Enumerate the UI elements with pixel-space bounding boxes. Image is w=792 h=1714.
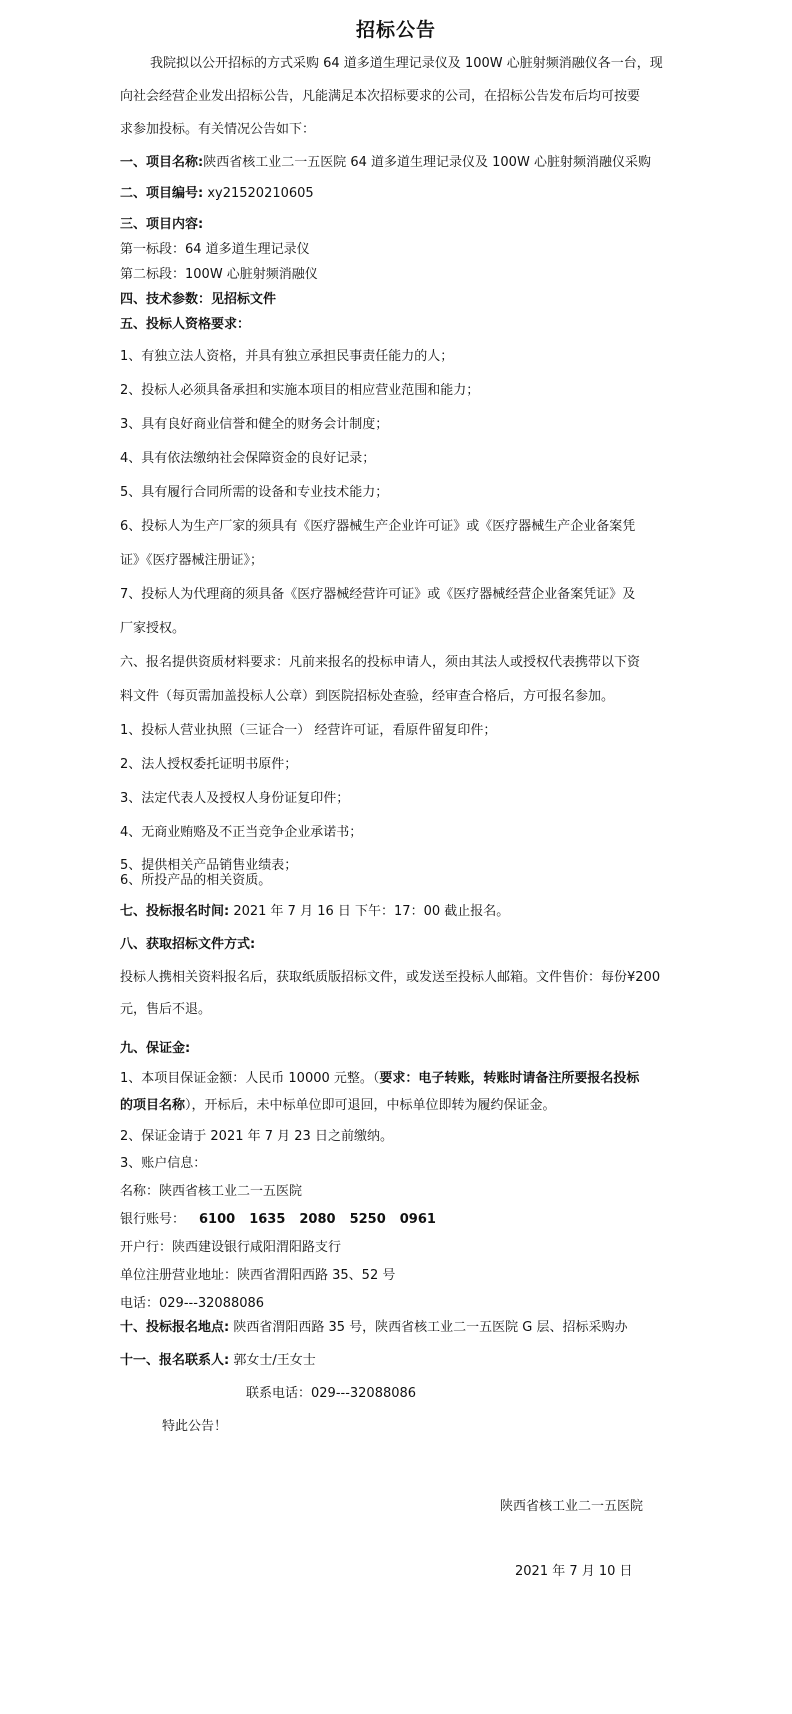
deposit-line xyxy=(120,1097,556,1115)
project-name: 陕西省核工业二一五医院 64 道多道生理记录仪及 100W 心脏射频消融仪采购 xyxy=(203,155,651,170)
section-project-name xyxy=(120,154,651,172)
lot-item: 第二标段：100W 心脏射频消融仪 xyxy=(120,267,318,282)
obtain-docs-text: 投标人携相关资料报名后，获取纸质版招标文件，或发送至投标人邮箱。文件售价：每份¥200 xyxy=(120,970,661,985)
bank-account xyxy=(120,1211,436,1229)
lot-item: 第一标段：64 道多道生理记录仪 xyxy=(120,242,310,257)
page-title: 招标公告 xyxy=(355,19,436,41)
requirement-item: 3、具有良好商业信誉和健全的财务会计制度； xyxy=(120,417,389,432)
material-item: 4、无商业贿赂及不正当竞争企业承诺书； xyxy=(120,825,363,840)
phone: 电话：029---32088086 xyxy=(120,1296,265,1311)
requirement-item: 1、有独立法人资格，并具有独立承担民事责任能力的人； xyxy=(120,349,454,364)
section-label: 一、项目名称: xyxy=(120,155,204,170)
section-label: 四、技术参数：见招标文件 xyxy=(120,292,277,307)
account-digits: 6100 xyxy=(199,1212,236,1227)
section-project-number xyxy=(120,185,314,203)
account-digits: 0961 xyxy=(399,1212,436,1227)
section-label: 三、项目内容: xyxy=(120,217,204,232)
obtain-docs-text: 元，售后不退。 xyxy=(120,1002,212,1017)
deposit-line xyxy=(120,1070,639,1088)
requirement-item: 2、投标人必须具备承担和实施本项目的相应营业范围和能力； xyxy=(120,383,480,398)
account-digits: 1635 xyxy=(249,1212,286,1227)
closing-text: 特此公告！ xyxy=(162,1419,228,1434)
requirement-item: 厂家授权。 xyxy=(120,621,186,636)
section-label: 五、投标人资格要求： xyxy=(120,317,251,332)
contact-phone: 联系电话：029---32088086 xyxy=(246,1386,417,1401)
material-item: 3、法定代表人及授权人身份证复印件； xyxy=(120,791,350,806)
section-label: 九、保证金: xyxy=(120,1041,191,1056)
section-materials: 六、报名提供资质材料要求：凡前来报名的投标申请人，须由其法人或授权代表携带以下资 xyxy=(120,655,641,670)
requirement-item: 5、具有履行合同所需的设备和专业技术能力； xyxy=(120,485,389,500)
section-registration-time xyxy=(120,903,509,921)
material-item: 2、法人授权委托证明书原件； xyxy=(120,757,298,772)
section-label: 十一、报名联系人: xyxy=(120,1353,230,1368)
bank-name: 开户行：陕西建设银行咸阳渭阳路支行 xyxy=(120,1240,342,1255)
intro-line: 我院拟以公开招标的方式采购 64 道多道生理记录仪及 100W 心脏射频消融仪各一台，现 xyxy=(150,56,663,71)
section-contact xyxy=(120,1352,316,1370)
deposit-emphasis: 的项目名称 xyxy=(120,1098,186,1113)
signature-date: 2021 年 7 月 10 日 xyxy=(515,1564,633,1579)
intro-line: 向社会经营企业发出招标公告，凡能满足本次招标要求的公司，在招标公告发布后均可按要 xyxy=(120,89,641,104)
section-label: 七、投标报名时间: xyxy=(120,904,230,919)
section-materials: 料文件（每页需加盖投标人公章）到医院招标处查验，经审查合格后，方可报名参加。 xyxy=(120,689,615,704)
deposit-text: 1、本项目保证金额：人民币 10000 元整。（ xyxy=(120,1071,380,1086)
account-digits: 5250 xyxy=(349,1212,386,1227)
material-item: 1、投标人营业执照（三证合一） 经营许可证，看原件留复印件； xyxy=(120,723,497,738)
registration-time: 2021 年 7 月 16 日 下午：17：00 截止报名。 xyxy=(229,904,510,919)
requirement-item: 7、投标人为代理商的须具备《医疗器械经营许可证》或《医疗器械经营企业备案凭证》及 xyxy=(120,587,636,602)
intro-line: 求参加投标。有关情况公告如下： xyxy=(120,122,316,137)
business-address: 单位注册营业地址：陕西省渭阳西路 35、52 号 xyxy=(120,1268,396,1283)
material-item: 5、提供相关产品销售业绩表； xyxy=(120,858,298,873)
account-info-label: 3、账户信息： xyxy=(120,1156,207,1171)
signature: 陕西省核工业二一五医院 xyxy=(500,1499,644,1514)
registration-place: 陕西省渭阳西路 35 号，陕西省核工业二一五医院 G 层、招标采购办 xyxy=(229,1320,628,1335)
section-label: 十、投标报名地点: xyxy=(120,1320,230,1335)
material-item: 6、所投产品的相关资质。 xyxy=(120,873,272,888)
deposit-emphasis: 要求：电子转账，转账时请备注所要报名投标 xyxy=(379,1071,640,1086)
section-label: 二、项目编号: xyxy=(120,186,204,201)
account-digits: 2080 xyxy=(299,1212,336,1227)
project-number: xy21520210605 xyxy=(203,186,314,201)
requirement-item: 4、具有依法缴纳社会保障资金的良好记录； xyxy=(120,451,376,466)
requirement-item: 6、投标人为生产厂家的须具有《医疗器械生产企业许可证》或《医疗器械生产企业备案凭 xyxy=(120,519,636,534)
account-name: 名称：陕西省核工业二一五医院 xyxy=(120,1184,303,1199)
section-registration-place xyxy=(120,1319,627,1337)
section-label: 八、获取招标文件方式: xyxy=(120,937,256,952)
contact-persons: 郭女士/王女士 xyxy=(229,1353,316,1368)
deposit-text: ），开标后，未中标单位即可退回，中标单位即转为履约保证金。 xyxy=(185,1098,556,1113)
account-label: 银行账号： xyxy=(120,1212,186,1227)
requirement-item: 证》《医疗器械注册证》； xyxy=(120,553,264,568)
deposit-deadline: 2、保证金请于 2021 年 7 月 23 日之前缴纳。 xyxy=(120,1129,393,1144)
